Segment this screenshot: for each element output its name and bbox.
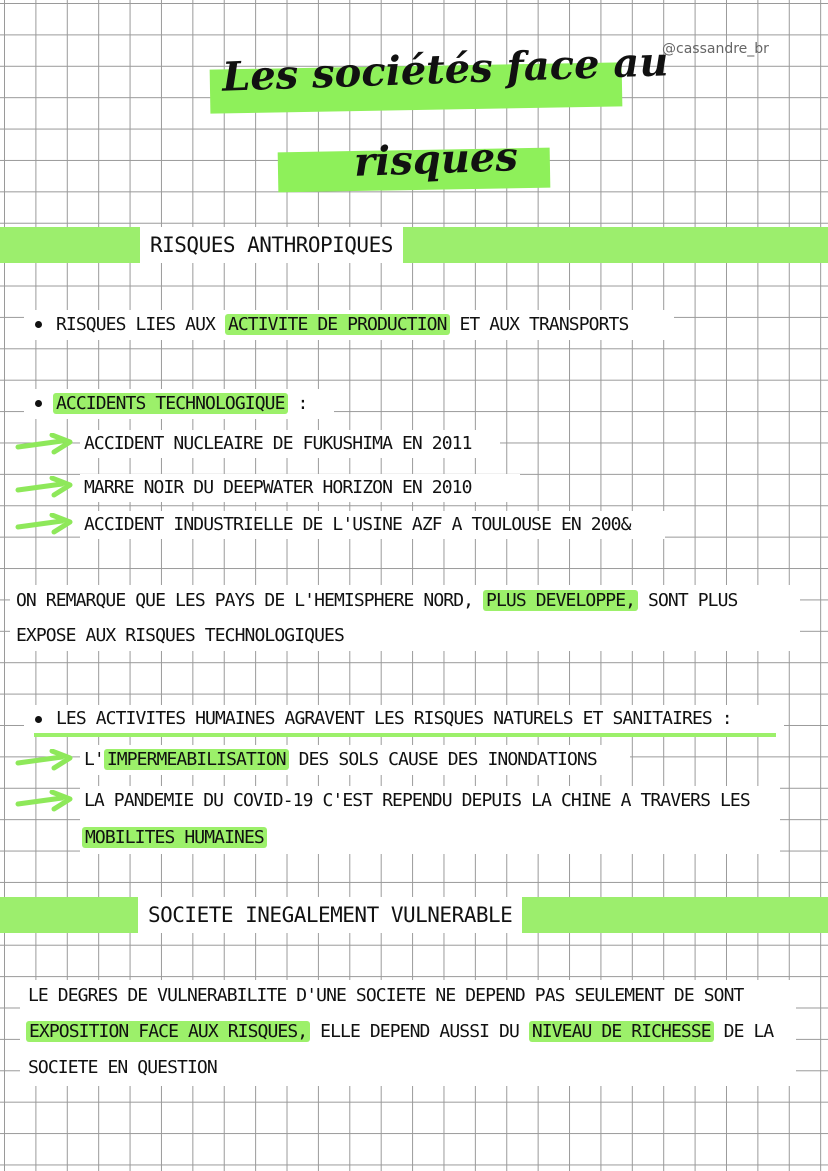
highlight-production: ACTIVITE DE PRODUCTION [225, 314, 450, 335]
arrow-item-azf: ACCIDENT INDUSTRIELLE DE L'USINE AZF A TOULOUSE EN 200& [84, 514, 631, 535]
remark-line-2: EXPOSE AUX RISQUES TECHNOLOGIQUES [16, 625, 344, 646]
section-heading-vulnerable: SOCIETE INEGALEMENT VULNERABLE [138, 897, 522, 933]
vulnerable-line-1: LE DEGRES DE VULNERABILITE D'UNE SOCIETE NE DEPEND PAS SEULEMENT DE SONT [28, 985, 744, 1006]
highlight-accidents: ACCIDENTS TECHNOLOGIQUE [53, 393, 288, 414]
bullet-dot [35, 716, 42, 723]
bullet-accidents: ACCIDENTS TECHNOLOGIQUE : [53, 392, 307, 416]
arrow-item-deepwater: MARRE NOIR DU DEEPWATER HORIZON EN 2010 [84, 477, 472, 498]
highlight-exposition: EXPOSITION FACE AUX RISQUES, [26, 1021, 310, 1042]
bullet-production: RISQUES LIES AUX ACTIVITE DE PRODUCTION ET AUX TRANSPORTS [56, 314, 629, 335]
arrow-item-impermeabilisation: L' IMPERMEABILISATION DES SOLS CAUSE DES INONDATIONS [84, 749, 597, 770]
vulnerable-line-2: EXPOSITION FACE AUX RISQUES, ELLE DEPEND AUSSI DU NIVEAU DE RICHESSE DE LA [26, 1020, 773, 1044]
highlight-impermeabilisation: IMPERMEABILISATION [104, 749, 289, 770]
highlight-mobilites: MOBILITES HUMAINES [82, 827, 267, 848]
underline-highlight [34, 733, 776, 737]
title-line-2: risques [353, 133, 519, 186]
remark-line-1: ON REMARQUE QUE LES PAYS DE L'HEMISPHERE NORD, PLUS DEVELOPPE, SONT PLUS [16, 590, 738, 611]
highlight-developpe: PLUS DEVELOPPE, [483, 590, 638, 611]
arrow-item-pandemie: LA PANDEMIE DU COVID-19 C'EST REPENDU DEPUIS LA CHINE A TRAVERS LES [84, 790, 750, 811]
section-band-anthropiques [0, 227, 828, 263]
section-heading-anthropiques: RISQUES ANTHROPIQUES [140, 227, 403, 263]
arrow-icon [14, 513, 76, 537]
arrow-item-pandemie-line2 [82, 826, 267, 850]
arrow-icon [14, 790, 76, 814]
vulnerable-line-3: SOCIETE EN QUESTION [28, 1057, 217, 1078]
arrow-item-fukushima: ACCIDENT NUCLEAIRE DE FUKUSHIMA EN 2011 [84, 433, 472, 454]
highlight-richesse: NIVEAU DE RICHESSE [529, 1021, 714, 1042]
bullet-activites-humaines: LES ACTIVITES HUMAINES AGRAVENT LES RISQUES NATURELS ET SANITAIRES : [56, 708, 732, 729]
arrow-icon [14, 433, 76, 457]
bullet-dot [35, 400, 42, 407]
bullet-dot [35, 321, 42, 328]
arrow-icon [14, 749, 76, 773]
author-credit: @cassandre_br [662, 41, 769, 57]
title-line-1: Les sociétés face au [221, 38, 670, 101]
arrow-icon [14, 476, 76, 500]
